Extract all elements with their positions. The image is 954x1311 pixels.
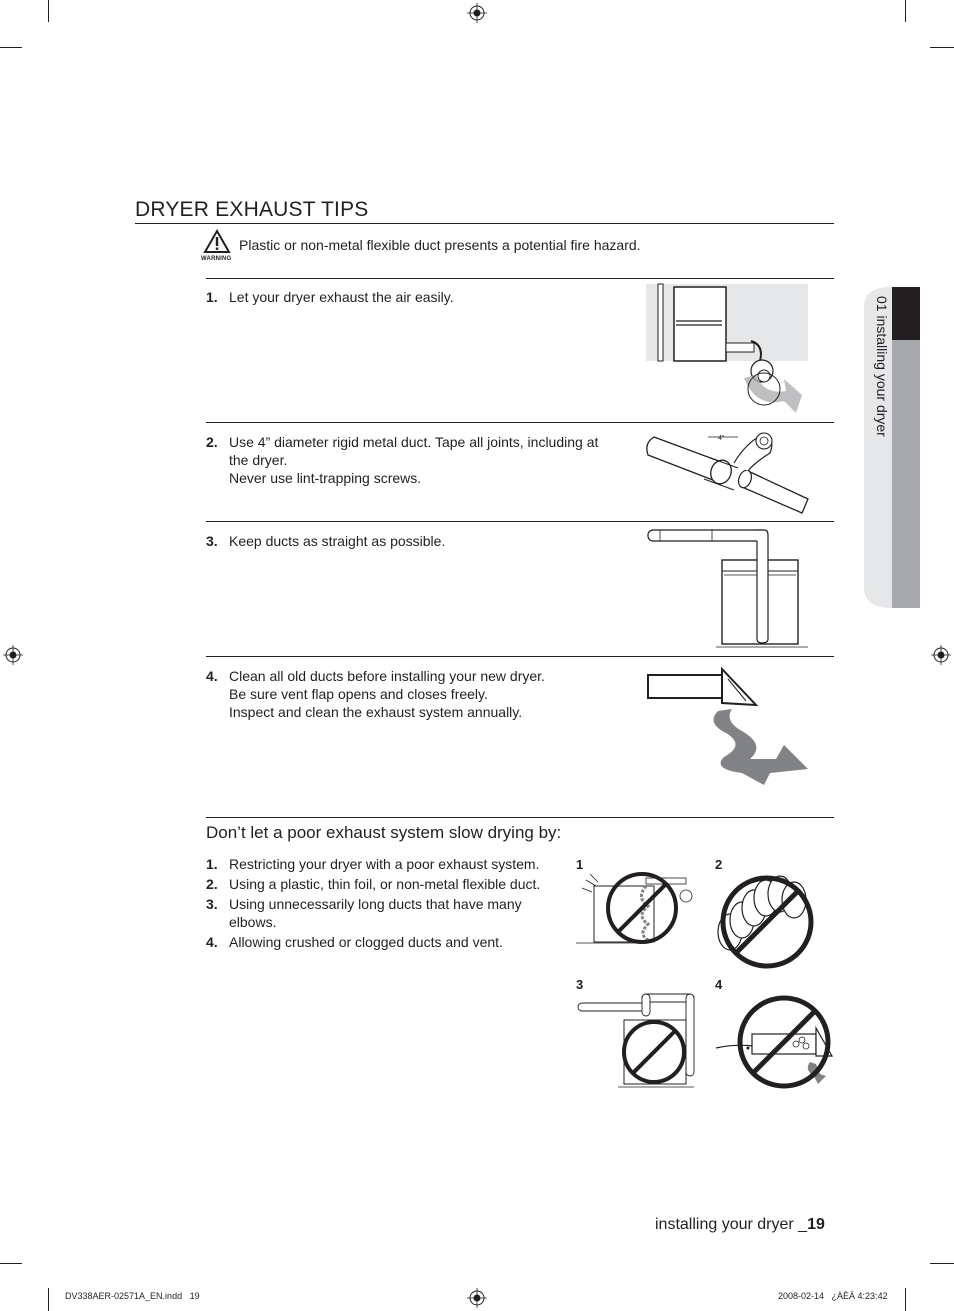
list-item: 1. Restricting your dryer with a poor exhaust system. (206, 856, 540, 872)
registration-mark-icon (467, 3, 487, 23)
warning-text: Plastic or non-metal flexible duct presents a potential fire hazard. (239, 237, 641, 253)
chapter-tab-label: 01 installing your dryer (874, 296, 890, 437)
registration-mark-icon (931, 645, 951, 665)
figure-label: 1 (576, 857, 584, 872)
list-item: 2. Using a plastic, thin foil, or non-metal flexible duct. (206, 876, 541, 892)
page-footer (655, 1216, 825, 1234)
tip-number: 4. (206, 668, 218, 684)
tip-item (206, 288, 626, 306)
crop-mark-top-right-h (930, 47, 954, 48)
figure-label: 4 (715, 977, 723, 992)
tip-item (206, 433, 626, 487)
warning-label: WARNING (201, 256, 232, 262)
straight-duct-illustration (646, 527, 810, 651)
crop-mark-bottom-right-h (930, 1263, 954, 1264)
tip-text: Clean all old ducts before installing your new dryer. (229, 668, 545, 684)
crop-mark-top-left-v (48, 0, 49, 22)
vent-flap-illustration (646, 661, 811, 803)
tip-text: Inspect and clean the exhaust system annually. (229, 704, 523, 720)
tip-text: Keep ducts as straight as possible. (229, 533, 446, 549)
dryer-exhaust-illustration (646, 283, 810, 415)
section-title: DRYER EXHAUST TIPS (135, 198, 369, 221)
tip-text: the dryer. (229, 452, 288, 468)
tip-text: Never use lint-trapping screws. (229, 470, 422, 486)
tip-number: 3. (206, 533, 218, 549)
divider (206, 656, 834, 657)
list-item: 4. Allowing crushed or clogged ducts and vent. (206, 934, 503, 950)
divider (206, 278, 834, 279)
title-rule (135, 223, 834, 224)
figure-label: 2 (715, 857, 723, 872)
crop-mark-top-right-v (905, 0, 906, 22)
poor-exhaust-figure-2 (712, 870, 818, 974)
figure-label: 3 (576, 977, 584, 992)
crop-mark-bottom-left-v (48, 1288, 49, 1311)
divider (206, 521, 834, 522)
crop-mark-bottom-left-h (0, 1263, 22, 1264)
poor-exhaust-list (206, 855, 566, 953)
tip-item (206, 667, 626, 721)
list-item: 3. Using unnecessarily long ducts that have many elbows. (206, 896, 522, 930)
crop-mark-top-left-h (0, 47, 22, 48)
tip-text: Let your dryer exhaust the air easily. (229, 289, 454, 305)
tip-text: Use 4” diameter rigid metal duct. Tape all joints, including at (229, 434, 599, 450)
warning-triangle-icon (203, 229, 231, 254)
poor-exhaust-figure-4 (714, 990, 836, 1094)
poor-exhaust-heading: Don’t let a poor exhaust system slow drying by: (206, 823, 562, 842)
airflow-arrow-icon (714, 709, 809, 785)
tip-text: Be sure vent flap opens and closes freely. (229, 686, 488, 702)
tip-number: 2. (206, 434, 218, 450)
crop-mark-bottom-right-v (905, 1288, 906, 1311)
page-number: 19 (807, 1216, 825, 1233)
tip-item (206, 532, 626, 550)
divider (206, 817, 834, 818)
footer-text: installing your dryer _ (655, 1216, 808, 1233)
divider (206, 422, 834, 423)
print-slug-left: DV338AER-02571A_EN.indd 19 (65, 1291, 200, 1301)
rigid-duct-illustration (646, 427, 811, 517)
print-slug-right: 2008-02-14 ¿ÀÈÄ 4:23:42 (778, 1291, 888, 1301)
registration-mark-icon (3, 645, 23, 665)
poor-exhaust-figure-1 (576, 868, 696, 950)
duct-diameter-label: 4" (718, 435, 725, 442)
poor-exhaust-figure-3 (576, 992, 698, 1090)
tip-number: 1. (206, 289, 218, 305)
registration-mark-icon (467, 1288, 487, 1308)
